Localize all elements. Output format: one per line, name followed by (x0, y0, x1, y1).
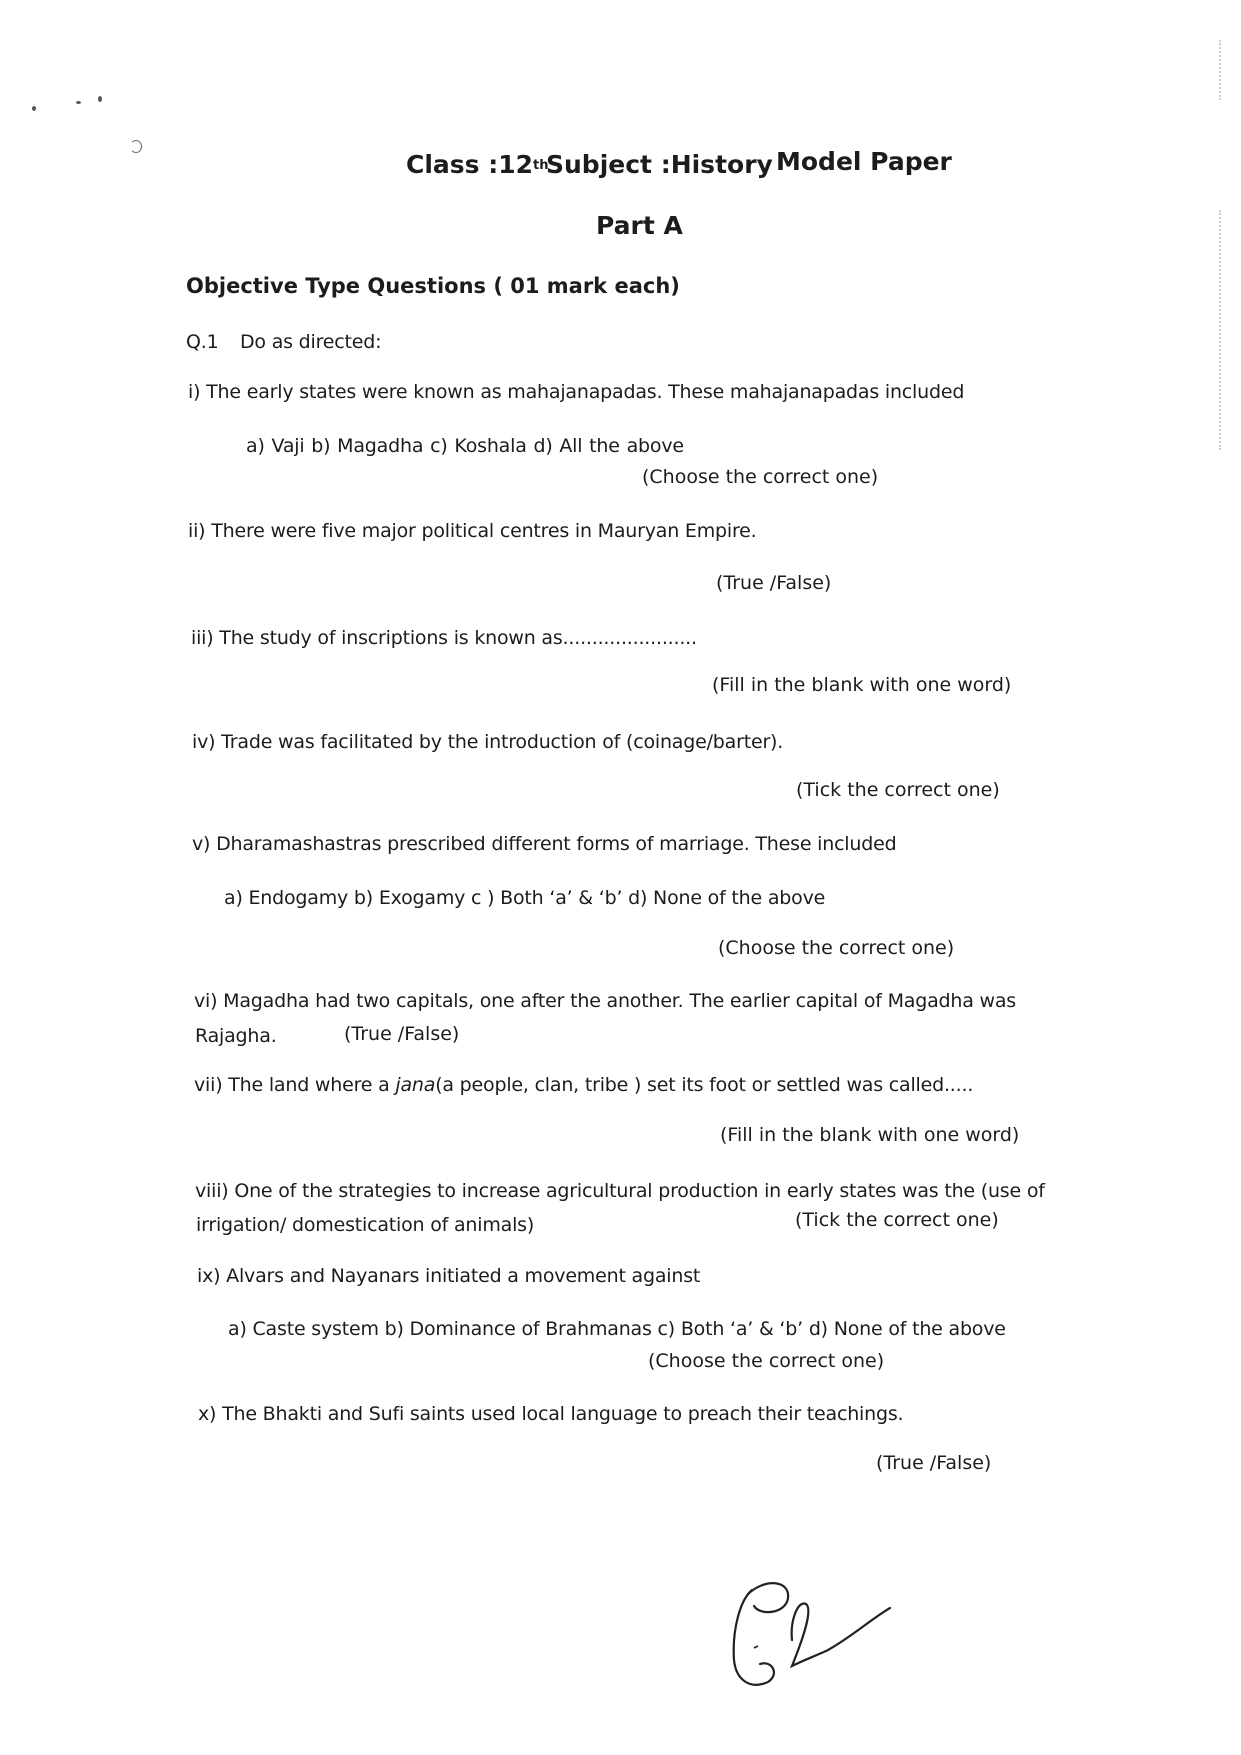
question-8-text: viii) One of the strategies to increase agricultural production in early states was the (use of (195, 1180, 1045, 1202)
question-1-text: i) The early states were known as mahajanapadas. These mahajanapadas included (188, 381, 965, 403)
question-1-hint: (Choose the correct one) (642, 466, 879, 488)
question-7-text: vii) The land where a jana(a people, clan, tribe ) set its foot or settled was called..... (194, 1074, 974, 1096)
question-9-hint: (Choose the correct one) (648, 1350, 885, 1372)
question-4-text: iv) Trade was facilitated by the introduction of (coinage/barter). (192, 731, 784, 753)
scan-speck (32, 106, 36, 111)
question-instruction: Do as directed: (240, 331, 382, 353)
question-2-text: ii) There were five major political centres in Mauryan Empire. (188, 520, 757, 542)
part-heading: Part A (596, 211, 683, 240)
question-3-text: iii) The study of inscriptions is known as....................... (191, 627, 697, 649)
question-9-text: ix) Alvars and Nayanars initiated a movement against (197, 1265, 701, 1287)
scan-speck (76, 101, 81, 104)
question-8-text-continued: irrigation/ domestication of animals) (196, 1214, 535, 1236)
question-10-text: x) The Bhakti and Sufi saints used local language to preach their teachings. (198, 1403, 904, 1425)
question-7-emphasis: jana (395, 1074, 436, 1096)
scan-edge (1219, 210, 1223, 450)
scan-edge (1219, 40, 1223, 100)
class-superscript: th (533, 158, 549, 173)
question-1-options: a) Vaji b) Magadha c) Koshala d) All the above (246, 435, 684, 457)
question-5-options: a) Endogamy b) Exogamy c ) Both ‘a’ & ‘b’ d) None of the above (224, 887, 826, 909)
question-6-text-continued: Rajagha. (195, 1025, 277, 1047)
paper-type: Model Paper (776, 147, 952, 176)
question-5-text: v) Dharamashastras prescribed different forms of marriage. These included (192, 833, 897, 855)
question-7-hint: (Fill in the blank with one word) (720, 1124, 1020, 1146)
signature (720, 1570, 900, 1700)
class-label: Class :12th (406, 150, 549, 179)
question-5-hint: (Choose the correct one) (718, 937, 955, 959)
question-3-hint: (Fill in the blank with one word) (712, 674, 1012, 696)
question-4-hint: (Tick the correct one) (796, 779, 1000, 801)
question-number: Q.1 (186, 331, 219, 353)
question-8-hint: (Tick the correct one) (795, 1209, 999, 1231)
subject-label: Subject :History (546, 150, 773, 179)
scan-speck (98, 96, 102, 102)
question-10-hint: (True /False) (876, 1452, 992, 1474)
question-9-options: a) Caste system b) Dominance of Brahmanas c) Both ‘a’ & ‘b’ d) None of the above (228, 1318, 1006, 1340)
question-2-hint: (True /False) (716, 572, 832, 594)
question-6-hint: (True /False) (344, 1023, 460, 1045)
question-6-text: vi) Magadha had two capitals, one after the another. The earlier capital of Magadha was (194, 990, 1016, 1012)
scan-mark (130, 140, 142, 153)
section-title: Objective Type Questions ( 01 mark each) (186, 274, 680, 298)
